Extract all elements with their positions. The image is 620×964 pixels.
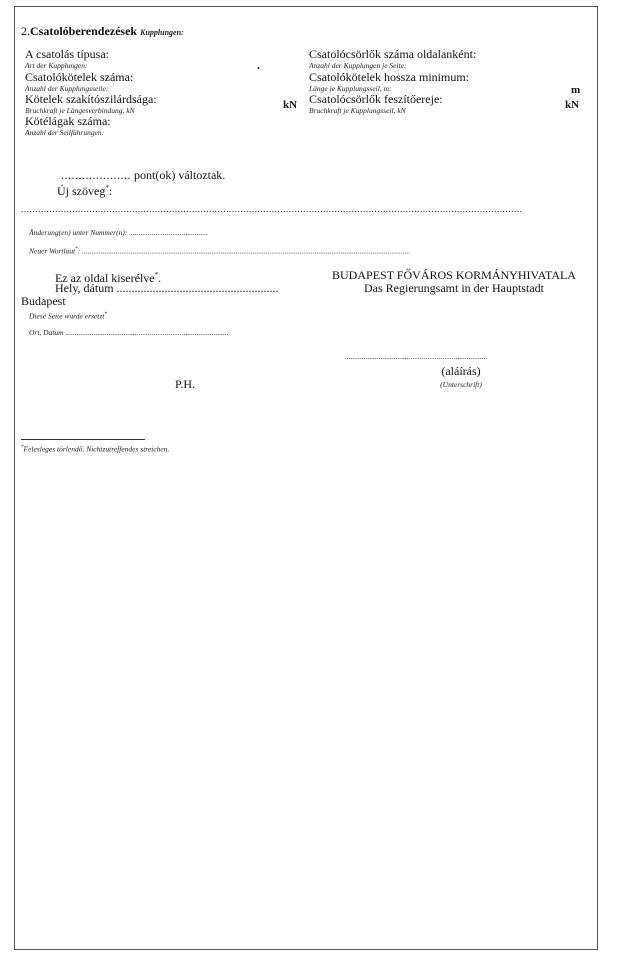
city-name: Budapest xyxy=(21,294,66,308)
signature-label-de: (Unterschrift) xyxy=(440,380,482,389)
de-wordlaut-line xyxy=(29,245,579,256)
footnote xyxy=(21,443,169,454)
rope-leads-count-label: Kötélágak száma: xyxy=(25,114,111,128)
de-changes-line xyxy=(29,228,208,237)
page-replaced-hu-text: Ez az oldal kiserélve xyxy=(55,271,155,285)
coupling-ropes-count-label-de: Anzahl der Kupplungsseile: xyxy=(25,84,109,93)
winch-tension-label: Csatolócsörlők feszítőereje: xyxy=(309,92,443,106)
new-text-colon: : xyxy=(108,184,113,198)
authority-name-hu: BUDAPEST FŐVÁROS KORMÁNYHIVATALA xyxy=(332,268,576,282)
place-date-hu-dots: ...................................................... xyxy=(116,281,279,295)
winches-per-side-label-de: Anzahl der Kupplungen je Seite: xyxy=(309,61,407,70)
section-number: 2. xyxy=(21,24,30,38)
signature-label-hu: (aláírás) xyxy=(441,364,481,378)
winches-per-side-label: Csatolócsörlők száma oldalanként: xyxy=(309,47,477,61)
changed-points-line xyxy=(61,169,225,182)
section-heading xyxy=(21,25,184,38)
de-changes-dots: .......................................... xyxy=(129,228,208,237)
footnote-mark: * xyxy=(21,445,24,450)
de-changes-label: Änderung(en) unter Nummer(n): xyxy=(29,228,128,237)
place-date-de-dots: ....................................................................................... xyxy=(65,328,229,337)
rope-breaking-strength-label-de: Bruchkraft je Längesverbindung, kN xyxy=(25,106,135,115)
section-title-de: Kupplungen: xyxy=(140,28,184,37)
changed-points-text: pont(ok) változtak. xyxy=(134,168,226,182)
de-wordlaut-label: Neuer Wortlaut xyxy=(29,246,76,256)
stamp-placeholder: P.H. xyxy=(175,377,196,391)
rope-leads-count-label-de: Anzahl der Seilführungen: xyxy=(25,128,105,137)
coupling-type-value: . xyxy=(257,58,260,72)
footnote-text: Felesleges törlendő. Nichtzutreffendes streichen. xyxy=(23,444,170,454)
rope-min-length-label: Csatolókötelek hossza minimum: xyxy=(309,70,469,84)
rope-breaking-strength-label: Kötelek szakítószilárdsága: xyxy=(25,92,157,106)
rope-min-length-unit: m xyxy=(571,84,581,96)
place-date-hu xyxy=(55,282,279,295)
rope-breaking-strength-unit: kN xyxy=(283,99,298,111)
new-text-label xyxy=(57,182,112,198)
place-date-de-label: Ort, Datum xyxy=(29,328,64,337)
place-date-hu-label: Hely, dátum xyxy=(55,281,114,295)
signature-line: ............................................................................ xyxy=(345,352,488,361)
footnote-rule xyxy=(21,439,145,440)
winch-tension-label-de: Bruchkraft je Kupplungsseil, kN xyxy=(309,106,406,115)
rope-min-length-label-de: Länge je Kupplungsseil, m: xyxy=(309,84,392,93)
page-replaced-footnote-mark: * xyxy=(154,271,159,279)
authority-name-de: Das Regierungsamt in der Hauptstadt xyxy=(364,281,544,295)
coupling-type-label-de: Art der Kupplungen: xyxy=(25,61,88,70)
section-title-hu: Csatolóberendezések xyxy=(30,24,138,38)
new-text-footnote-mark: * xyxy=(105,184,109,192)
winch-tension-unit: kN xyxy=(565,99,580,111)
page-replaced-de-text: Diese Seite wurde ersetzt xyxy=(29,311,105,321)
coupling-ropes-count-label: Csatolókötelek száma: xyxy=(25,70,134,84)
de-wordlaut-suffix: : xyxy=(77,246,81,256)
place-date-de xyxy=(29,328,229,337)
page-replaced-de-footnote-mark: * xyxy=(104,312,107,317)
de-wordlaut-footnote-mark: * xyxy=(75,247,78,252)
new-text-label-text: Új szöveg xyxy=(57,184,106,198)
de-wordlaut-dots: ............................................................................................................................................................................... xyxy=(82,246,411,256)
new-text-dotted-line: ................................................................................................................................................................................ xyxy=(21,204,523,214)
page-replaced-de xyxy=(29,310,107,321)
page-replaced-hu-end: . xyxy=(158,271,162,285)
coupling-type-label: A csatolás típusa: xyxy=(25,47,109,61)
document-page xyxy=(14,6,598,950)
changed-points-dots: .................... xyxy=(61,168,131,182)
